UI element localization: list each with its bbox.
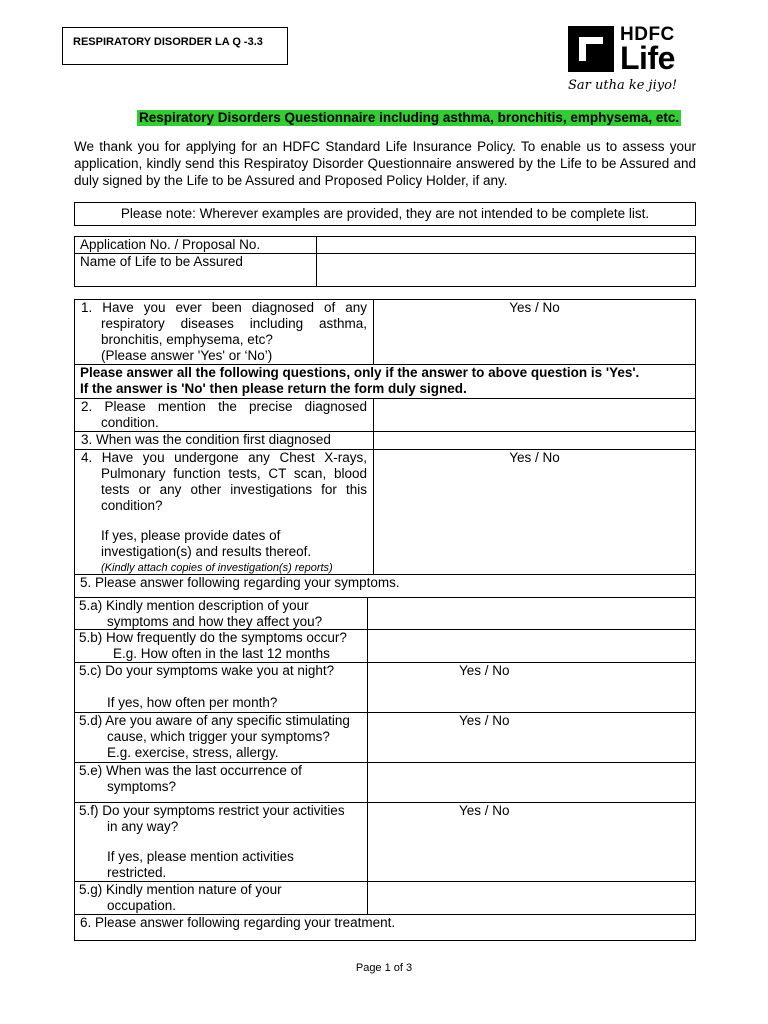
- question-4-answer[interactable]: Yes / No: [373, 449, 696, 575]
- question-5f: 5.f) Do your symptoms restrict your activities in any way? If yes, please mention activities restricted.: [74, 802, 368, 882]
- question-1: 1. Have you ever been diagnosed of any respiratory diseases including asthma, bronchitis, emphysema, etc? (Please answer 'Yes' or ‘No’): [74, 299, 374, 365]
- question-2-answer[interactable]: [373, 398, 696, 432]
- question-5-heading: 5. Please answer following regarding your symptoms.: [74, 574, 696, 598]
- question-5a: 5.a) Kindly mention description of your symptoms and how they affect you?: [74, 597, 368, 630]
- question-5c-answer[interactable]: Yes / No: [367, 662, 696, 713]
- life-assured-name-label: Name of Life to be Assured: [74, 253, 317, 287]
- instruction-box: Please answer all the following questions, only if the answer to above question is 'Yes'. If the answer is 'No' then please return the form duly signed.: [74, 364, 696, 399]
- page-number: Page 1 of 3: [355, 962, 413, 974]
- question-5f-answer[interactable]: Yes / No: [367, 802, 696, 882]
- question-3-answer[interactable]: [373, 431, 696, 450]
- question-5g-answer[interactable]: [367, 881, 696, 915]
- question-2: 2. Please mention the precise diagnosed condition.: [74, 398, 374, 432]
- form-code: RESPIRATORY DISORDER LA Q -3.3: [73, 36, 263, 48]
- application-number-label: Application No. / Proposal No.: [74, 236, 317, 254]
- question-1-answer[interactable]: Yes / No: [373, 299, 696, 365]
- question-5b-answer[interactable]: [367, 629, 696, 663]
- logo-hdfc-text: HDFC: [620, 24, 675, 45]
- note-box: [74, 202, 696, 226]
- logo-tagline: Sar utha ke jiyo!: [568, 78, 678, 93]
- application-number-field[interactable]: [316, 236, 696, 254]
- question-5c: 5.c) Do your symptoms wake you at night? If yes, how often per month?: [74, 662, 368, 713]
- intro-paragraph: We thank you for applying for an HDFC Standard Life Insurance Policy. To enable us to assess your application, kindly send this Respiratoy Disorder Questionnaire answered by the Life to be Assured and duly signed by the Life to be Assured and Proposed Policy Holder, if any.: [74, 139, 696, 188]
- question-4: 4. Have you undergone any Chest X-rays, Pulmonary function tests, CT scan, blood tests or any other investigations for this condition? If yes, please provide dates of investigation(s) and results thereof. (Kindly attach copies of investigation(s) reports): [74, 449, 374, 575]
- form-code-box: [62, 27, 288, 65]
- logo-life-text: Life: [620, 40, 675, 76]
- question-6-heading: 6. Please answer following regarding your treatment.: [74, 914, 696, 941]
- note-text: Please note: Wherever examples are provided, they are not intended to be complete list.: [120, 206, 650, 221]
- question-5g: 5.g) Kindly mention nature of your occupation.: [74, 881, 368, 915]
- question-5e: 5.e) When was the last occurrence of symptoms?: [74, 762, 368, 803]
- page-title: Respiratory Disorders Questionnaire including asthma, bronchitis, emphysema, etc.: [139, 110, 680, 125]
- question-5b: 5.b) How frequently do the symptoms occur? E.g. How often in the last 12 months: [74, 629, 368, 663]
- life-assured-name-field[interactable]: [316, 253, 696, 287]
- question-5a-answer[interactable]: [367, 597, 696, 630]
- question-5d: 5.d) Are you aware of any specific stimulating cause, which trigger your symptoms? E.g. exercise, stress, allergy.: [74, 712, 368, 763]
- question-5d-answer[interactable]: Yes / No: [367, 712, 696, 763]
- hdfc-life-logo: [568, 26, 698, 96]
- question-3: 3. When was the condition first diagnosed: [74, 431, 374, 450]
- question-5e-answer[interactable]: [367, 762, 696, 803]
